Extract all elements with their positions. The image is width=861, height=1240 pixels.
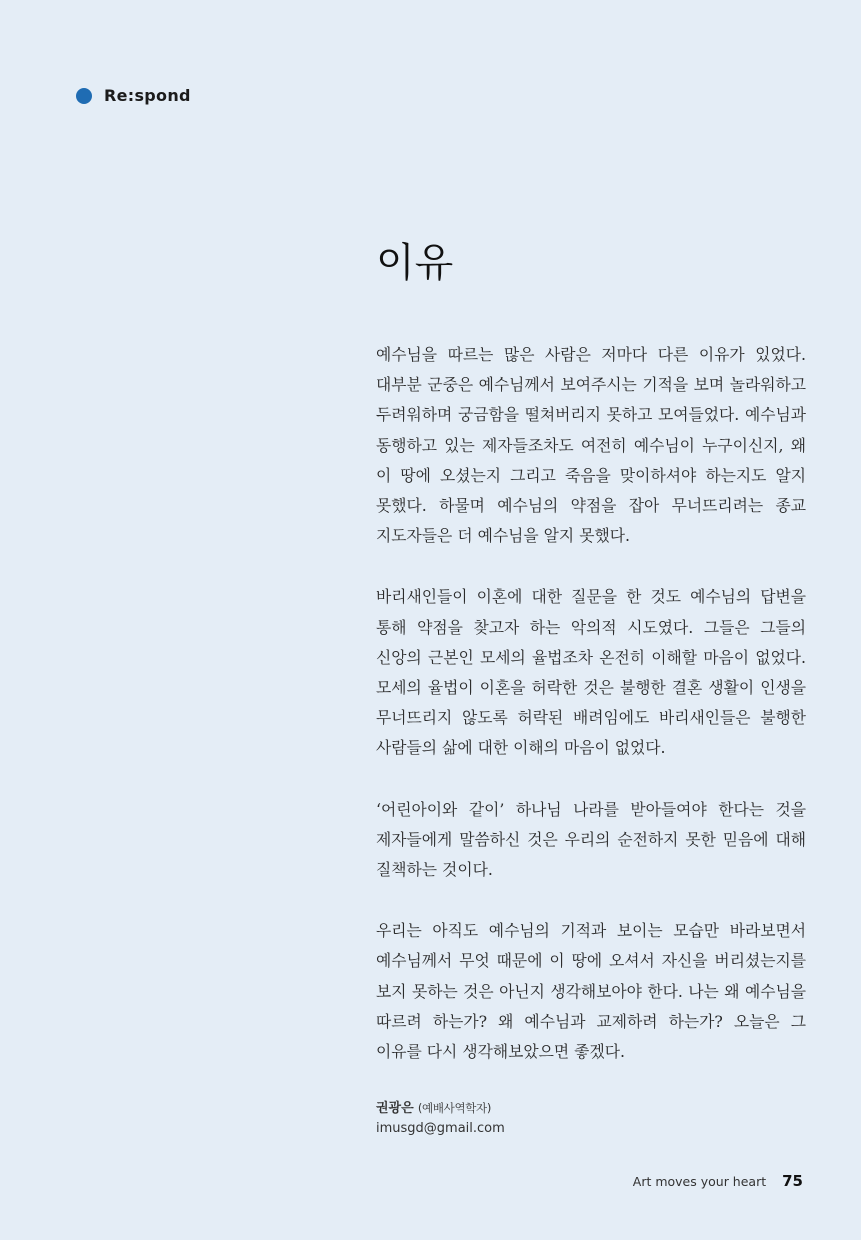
paragraph-4: 우리는 아직도 예수님의 기적과 보이는 모습만 바라보면서 예수님께서 무엇 때문에 이 땅에 오셔서 자신을 버리셨는지를 보지 못하는 것은 아닌지 생각해보아야 한다. 나는 왜 예수님을 따르려 하는가? 왜 예수님과 교제하려 하는가? 오늘은 그 이유를 다시 생각해보았으면 좋겠다. (376, 921, 806, 1062)
page-footer (633, 1172, 803, 1190)
article (376, 236, 806, 1139)
paragraph-3: ‘어린아이와 같이’ 하나님 나라를 받아들여야 한다는 것을 제자들에게 말씀하신 것은 우리의 순전하지 못한 믿음에 대해 질책하는 것이다. (376, 799, 806, 880)
author-email: imusgd@gmail.com (376, 1121, 505, 1137)
article-title: 이유 (376, 240, 454, 286)
page-number: 75 (782, 1172, 803, 1190)
section-tag (76, 86, 191, 105)
paragraph-2: 바리새인들이 이혼에 대한 질문을 한 것도 예수님의 답변을 통해 약점을 찾고자 하는 악의적 시도였다. 그들은 그들의 신앙의 근본인 모세의 율법조차 온전히 이해할 마음이 없었다. 모세의 율법이 이혼을 허락한 것은 불행한 결혼 생활이 인생을 무너뜨리지 않도록 허락된 배려임에도 바리새인들은 불행한 사람들의 삶에 대한 이해의 마음이 없었다. (376, 587, 806, 758)
section-dot-icon (76, 88, 92, 104)
section-label: Re:spond (104, 86, 191, 105)
author-role: (예배사역학자) (417, 1101, 492, 1116)
footer-tagline: Art moves your heart (632, 1174, 767, 1189)
author-byline (376, 1098, 806, 1139)
author-name: 권광은 (376, 1101, 414, 1117)
paragraph-1: 예수님을 따르는 많은 사람은 저마다 다른 이유가 있었다. 대부분 군중은 예수님께서 보여주시는 기적을 보며 놀라워하고 두려워하며 궁금함을 떨쳐버리지 못하고 모여들었다. 예수님과 동행하고 있는 제자들조차도 여전히 예수님이 누구이신지, 왜 이 땅에 오셨는지 그리고 죽음을 맞이하셔야 하는지도 알지 못했다. 하물며 예수님의 약점을 잡아 무너뜨리려는 종교 지도자들은 더 예수님을 알지 못했다. (376, 345, 806, 546)
